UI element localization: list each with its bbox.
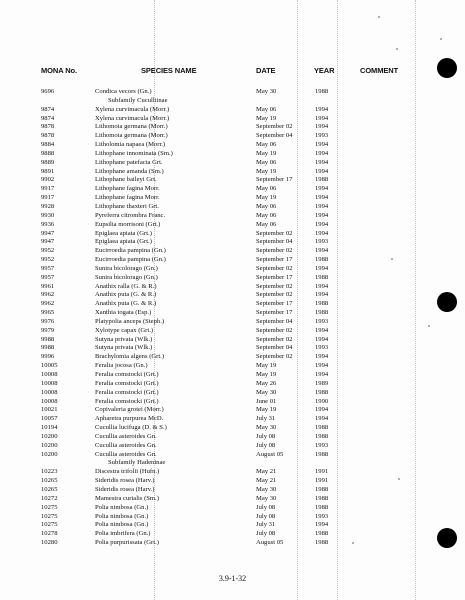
collection-date: August 05 bbox=[256, 539, 284, 547]
collection-date: July 08 bbox=[256, 530, 276, 538]
table-row bbox=[0, 362, 465, 371]
collection-year: 1991 bbox=[315, 477, 329, 485]
collection-date: July 08 bbox=[256, 503, 276, 511]
subfamily-label: Subfamily Cuculliinae bbox=[108, 96, 168, 104]
collection-year: 1994 bbox=[315, 158, 329, 166]
species-name: Lithophane innominata (Sm.) bbox=[95, 149, 173, 157]
collection-year: 1994 bbox=[315, 167, 329, 175]
table-row bbox=[0, 283, 465, 292]
collection-date: June 01 bbox=[256, 397, 277, 405]
collection-date: September 04 bbox=[256, 344, 293, 352]
mona-number: 9962 bbox=[41, 300, 55, 308]
mona-number: 9962 bbox=[41, 291, 55, 299]
collection-date: July 31 bbox=[256, 415, 276, 423]
collection-date: July 31 bbox=[256, 521, 276, 529]
collection-date: August 05 bbox=[256, 450, 284, 458]
table-row bbox=[0, 539, 465, 548]
mona-number: 9936 bbox=[41, 220, 55, 228]
collection-year: 1993 bbox=[315, 441, 329, 449]
mona-number: 9952 bbox=[41, 256, 55, 264]
mona-number: 10265 bbox=[41, 485, 58, 493]
table-row bbox=[0, 291, 465, 300]
species-name: Polia nimbosa (Gn.) bbox=[95, 503, 149, 511]
collection-date: September 02 bbox=[256, 335, 293, 343]
collection-date: May 06 bbox=[256, 141, 277, 149]
table-row bbox=[0, 168, 465, 177]
collection-date: May 26 bbox=[256, 379, 277, 387]
mona-number: 10194 bbox=[41, 424, 58, 432]
species-name: Lithomoia germana (Morr.) bbox=[95, 123, 168, 131]
species-name: Discestra trifolii (Hufn.) bbox=[95, 468, 160, 476]
collection-date: May 21 bbox=[256, 468, 277, 476]
mona-number: 10272 bbox=[41, 494, 58, 502]
table-row bbox=[0, 336, 465, 345]
species-name: Cucullia lucifuga (D. & S.) bbox=[95, 424, 167, 432]
collection-date: May 06 bbox=[256, 211, 277, 219]
species-name: Copivaleria grotei (Morr.) bbox=[95, 406, 164, 414]
collection-date: May 19 bbox=[256, 194, 277, 202]
collection-date: May 30 bbox=[256, 88, 277, 95]
species-name: Lithophane fagina Morr. bbox=[95, 185, 160, 193]
mona-number: 9917 bbox=[41, 185, 55, 193]
species-name: Eucirroedia pampina (Gn.) bbox=[95, 256, 166, 264]
species-name: Polia imbrifera (Gn.) bbox=[95, 530, 151, 538]
species-name: Anathix ralla (G. & R.) bbox=[95, 282, 157, 290]
species-name: Epiglaea apiata (Grt.) bbox=[95, 238, 152, 246]
collection-year: 1988 bbox=[315, 432, 329, 440]
species-name: Epiglaea apiata (Grt.) bbox=[95, 229, 152, 237]
species-name: Sutyna privata (Wlk.) bbox=[95, 335, 153, 343]
table-row bbox=[0, 380, 465, 389]
mona-number: 10278 bbox=[41, 530, 58, 538]
species-name: Anathix puta (G. & R.) bbox=[95, 291, 157, 299]
species-name: Xylena curvimacula (Morr.) bbox=[95, 105, 170, 113]
collection-year: 1994 bbox=[315, 229, 329, 237]
collection-year: 1993 bbox=[315, 238, 329, 246]
species-name: Lithophane baileyi Grt. bbox=[95, 176, 157, 184]
collection-date: September 02 bbox=[256, 291, 293, 299]
mona-number: 10008 bbox=[41, 388, 58, 396]
collection-date: September 17 bbox=[256, 300, 293, 308]
collection-date: May 19 bbox=[256, 114, 277, 122]
species-name: Mamestra curialis (Sm.) bbox=[95, 494, 159, 502]
mona-number: 10021 bbox=[41, 406, 58, 414]
subfamily-heading bbox=[0, 459, 465, 468]
collection-date: September 02 bbox=[256, 282, 293, 290]
collection-date: May 19 bbox=[256, 406, 277, 414]
collection-date: May 19 bbox=[256, 371, 277, 378]
mona-number: 9976 bbox=[41, 317, 55, 325]
mona-number: 9874 bbox=[41, 114, 55, 122]
collection-year: 1994 bbox=[315, 282, 329, 290]
header-year: YEAR bbox=[314, 66, 335, 75]
species-name: Sutyna privata (Wlk.) bbox=[95, 344, 153, 352]
species-name: Anathix puta (G. & R.) bbox=[95, 300, 157, 308]
header-species-name: SPECIES NAME bbox=[141, 66, 197, 75]
species-name: Xylotype capax (Grt.) bbox=[95, 326, 154, 334]
table-row bbox=[0, 265, 465, 274]
species-name: Cucullia asteroides Gn. bbox=[95, 450, 157, 458]
collection-year: 1991 bbox=[315, 468, 329, 476]
table-row bbox=[0, 115, 465, 124]
species-name: Sunira bicolorago (Gn.) bbox=[95, 264, 158, 272]
mona-number: 9957 bbox=[41, 264, 55, 272]
species-name: Cucullia asteroides Gn. bbox=[95, 432, 157, 440]
collection-year: 1988 bbox=[315, 300, 329, 308]
collection-year: 1994 bbox=[315, 415, 329, 423]
mona-number: 9878 bbox=[41, 132, 55, 140]
table-row bbox=[0, 451, 465, 460]
mona-number: 9696 bbox=[41, 88, 55, 95]
collection-date: September 04 bbox=[256, 132, 293, 140]
collection-date: May 19 bbox=[256, 167, 277, 175]
collection-year: 1994 bbox=[315, 211, 329, 219]
table-row bbox=[0, 327, 465, 336]
collection-date: May 30 bbox=[256, 485, 277, 493]
table-row bbox=[0, 353, 465, 362]
collection-year: 1994 bbox=[315, 114, 329, 122]
collection-date: September 04 bbox=[256, 238, 293, 246]
table-row bbox=[0, 398, 465, 407]
mona-number: 10275 bbox=[41, 512, 58, 520]
table-row bbox=[0, 495, 465, 504]
species-name: Feralia comstocki (Grt.) bbox=[95, 371, 159, 378]
collection-date: September 17 bbox=[256, 176, 293, 184]
table-row bbox=[0, 513, 465, 522]
mona-number: 10200 bbox=[41, 432, 58, 440]
mona-number: 10200 bbox=[41, 441, 58, 449]
mona-number: 9889 bbox=[41, 158, 55, 166]
collection-date: May 06 bbox=[256, 105, 277, 113]
collection-year: 1988 bbox=[315, 256, 329, 264]
table-row bbox=[0, 194, 465, 203]
collection-date: September 02 bbox=[256, 123, 293, 131]
species-name: Eucirroedia pampina (Gn.) bbox=[95, 247, 166, 255]
species-name: Feralia jocosa (Gn.) bbox=[95, 362, 148, 370]
collection-year: 1994 bbox=[315, 220, 329, 228]
collection-year: 1988 bbox=[315, 88, 329, 95]
collection-date: September 17 bbox=[256, 273, 293, 281]
mona-number: 9917 bbox=[41, 194, 55, 202]
species-name: Lithophane patefacta Grt. bbox=[95, 158, 163, 166]
collection-year: 1993 bbox=[315, 344, 329, 352]
table-row bbox=[0, 424, 465, 433]
table-row bbox=[0, 106, 465, 115]
mona-number: 10275 bbox=[41, 503, 58, 511]
collection-date: May 21 bbox=[256, 477, 277, 485]
collection-year: 1988 bbox=[315, 273, 329, 281]
table-row bbox=[0, 486, 465, 495]
table-row bbox=[0, 238, 465, 247]
collection-year: 1994 bbox=[315, 194, 329, 202]
header-mona-no: MONA No. bbox=[41, 66, 78, 75]
species-name: Litholomia napaea (Morr.) bbox=[95, 141, 166, 149]
collection-date: July 08 bbox=[256, 441, 276, 449]
mona-number: 9884 bbox=[41, 141, 55, 149]
mona-number: 10008 bbox=[41, 371, 58, 378]
mona-number: 10265 bbox=[41, 477, 58, 485]
table-row bbox=[0, 521, 465, 530]
mona-number: 10280 bbox=[41, 539, 58, 547]
mona-number: 9988 bbox=[41, 344, 55, 352]
collection-year: 1994 bbox=[315, 353, 329, 361]
mona-number: 10057 bbox=[41, 415, 58, 423]
table-row bbox=[0, 203, 465, 212]
collection-year: 1988 bbox=[315, 450, 329, 458]
mona-number: 9961 bbox=[41, 282, 55, 290]
mona-number: 9952 bbox=[41, 247, 55, 255]
scan-speck bbox=[378, 16, 380, 18]
collection-date: May 30 bbox=[256, 424, 277, 432]
mona-number: 9965 bbox=[41, 309, 55, 317]
collection-year: 1994 bbox=[315, 264, 329, 272]
table-row bbox=[0, 309, 465, 318]
collection-year: 1993 bbox=[315, 132, 329, 140]
collection-year: 1993 bbox=[315, 512, 329, 520]
species-name: Sunira bicolorago (Gn.) bbox=[95, 273, 158, 281]
collection-date: May 19 bbox=[256, 362, 277, 370]
collection-date: September 02 bbox=[256, 326, 293, 334]
collection-date: May 19 bbox=[256, 149, 277, 157]
collection-year: 1988 bbox=[315, 503, 329, 511]
collection-date: May 06 bbox=[256, 185, 277, 193]
table-row bbox=[0, 159, 465, 168]
species-table bbox=[0, 88, 465, 548]
page-number: 3.9-1-32 bbox=[218, 574, 247, 583]
collection-date: July 08 bbox=[256, 432, 276, 440]
scan-speck bbox=[440, 38, 442, 40]
table-row bbox=[0, 389, 465, 398]
collection-year: 1988 bbox=[315, 485, 329, 493]
mona-number: 10200 bbox=[41, 450, 58, 458]
collection-year: 1988 bbox=[315, 388, 329, 396]
collection-year: 1990 bbox=[315, 397, 329, 405]
species-name: Pyreferra citrombra Franc. bbox=[95, 211, 166, 219]
table-row bbox=[0, 247, 465, 256]
table-row bbox=[0, 150, 465, 159]
mona-number: 9996 bbox=[41, 353, 55, 361]
collection-date: September 17 bbox=[256, 309, 293, 317]
collection-year: 1988 bbox=[315, 530, 329, 538]
table-row bbox=[0, 212, 465, 221]
collection-year: 1989 bbox=[315, 379, 329, 387]
species-name: Apharetra purpurea McD. bbox=[95, 415, 164, 423]
mona-number: 9928 bbox=[41, 202, 55, 210]
species-name: Sideridis rosea (Harv.) bbox=[95, 477, 155, 485]
species-name: Feralia comstocki (Grt.) bbox=[95, 397, 159, 405]
species-name: Lithomoia germana (Morr.) bbox=[95, 132, 168, 140]
table-header bbox=[0, 66, 465, 78]
table-row bbox=[0, 274, 465, 283]
species-name: Lithophane fagina Morr. bbox=[95, 194, 160, 202]
collection-year: 1994 bbox=[315, 371, 329, 378]
collection-date: September 04 bbox=[256, 317, 293, 325]
mona-number: 10223 bbox=[41, 468, 58, 476]
table-row bbox=[0, 132, 465, 141]
table-row bbox=[0, 530, 465, 539]
collection-date: May 06 bbox=[256, 220, 277, 228]
species-name: Lithophane amanda (Sm.) bbox=[95, 167, 164, 175]
mona-number: 10005 bbox=[41, 362, 58, 370]
table-row bbox=[0, 433, 465, 442]
mona-number: 9878 bbox=[41, 123, 55, 131]
collection-date: September 02 bbox=[256, 229, 293, 237]
collection-year: 1994 bbox=[315, 149, 329, 157]
collection-year: 1994 bbox=[315, 185, 329, 193]
mona-number: 10275 bbox=[41, 521, 58, 529]
table-row bbox=[0, 123, 465, 132]
collection-date: July 08 bbox=[256, 512, 276, 520]
species-name: Xylena curvimacula (Morr.) bbox=[95, 114, 170, 122]
table-row bbox=[0, 415, 465, 424]
scan-speck bbox=[396, 48, 398, 50]
collection-date: September 02 bbox=[256, 353, 293, 361]
collection-year: 1994 bbox=[315, 105, 329, 113]
table-row bbox=[0, 176, 465, 185]
table-row bbox=[0, 88, 465, 97]
mona-number: 9874 bbox=[41, 105, 55, 113]
species-name: Xanthia togata (Esp.) bbox=[95, 309, 152, 317]
table-row bbox=[0, 256, 465, 265]
species-name: Lithophane thaxteri Grt. bbox=[95, 202, 159, 210]
species-name: Cucullia asteroides Gn. bbox=[95, 441, 157, 449]
mona-number: 9891 bbox=[41, 167, 55, 175]
collection-year: 1994 bbox=[315, 291, 329, 299]
collection-year: 1994 bbox=[315, 521, 329, 529]
species-name: Eupsilia morrisoni (Grt.) bbox=[95, 220, 161, 228]
collection-year: 1988 bbox=[315, 309, 329, 317]
collection-year: 1988 bbox=[315, 494, 329, 502]
collection-year: 1994 bbox=[315, 247, 329, 255]
species-name: Platypolia anceps (Steph.) bbox=[95, 317, 165, 325]
table-row bbox=[0, 185, 465, 194]
table-row bbox=[0, 442, 465, 451]
species-name: Brachylomia algens (Grt.) bbox=[95, 353, 165, 361]
collection-year: 1988 bbox=[315, 539, 329, 547]
mona-number: 9947 bbox=[41, 229, 55, 237]
table-row bbox=[0, 230, 465, 239]
collection-year: 1994 bbox=[315, 362, 329, 370]
species-name: Feralia comstocki (Grt.) bbox=[95, 388, 159, 396]
species-name: Polia nimbosa (Gn.) bbox=[95, 512, 149, 520]
mona-number: 9988 bbox=[41, 335, 55, 343]
table-row bbox=[0, 344, 465, 353]
table-row bbox=[0, 221, 465, 230]
collection-year: 1994 bbox=[315, 406, 329, 414]
header-date: DATE bbox=[256, 66, 276, 75]
collection-date: May 06 bbox=[256, 202, 277, 210]
subfamily-label: Subfamily Hadeninae bbox=[108, 459, 166, 467]
collection-date: September 02 bbox=[256, 247, 293, 255]
mona-number: 9902 bbox=[41, 176, 55, 184]
species-name: Sideridis rosea (Harv.) bbox=[95, 485, 155, 493]
collection-year: 1994 bbox=[315, 335, 329, 343]
collection-date: May 30 bbox=[256, 388, 277, 396]
table-row bbox=[0, 318, 465, 327]
mona-number: 10008 bbox=[41, 397, 58, 405]
mona-number: 10008 bbox=[41, 379, 58, 387]
species-name: Condica vecors (Gn.) bbox=[95, 88, 152, 95]
subfamily-heading bbox=[0, 97, 465, 106]
table-row bbox=[0, 371, 465, 380]
table-row bbox=[0, 477, 465, 486]
mona-number: 9947 bbox=[41, 238, 55, 246]
species-name: Polia purpurissata (Grt.) bbox=[95, 539, 159, 547]
collection-year: 1988 bbox=[315, 176, 329, 184]
mona-number: 9979 bbox=[41, 326, 55, 334]
collection-date: September 17 bbox=[256, 256, 293, 264]
collection-year: 1994 bbox=[315, 326, 329, 334]
collection-year: 1994 bbox=[315, 123, 329, 131]
header-comment: COMMENT bbox=[360, 66, 399, 75]
table-row bbox=[0, 300, 465, 309]
species-name: Polia nimbosa (Gn.) bbox=[95, 521, 149, 529]
mona-number: 9888 bbox=[41, 149, 55, 157]
mona-number: 9930 bbox=[41, 211, 55, 219]
collection-date: May 06 bbox=[256, 158, 277, 166]
collection-year: 1993 bbox=[315, 317, 329, 325]
mona-number: 9957 bbox=[41, 273, 55, 281]
collection-year: 1994 bbox=[315, 202, 329, 210]
table-row bbox=[0, 141, 465, 150]
table-row bbox=[0, 468, 465, 477]
collection-date: May 30 bbox=[256, 494, 277, 502]
collection-date: September 02 bbox=[256, 264, 293, 272]
table-row bbox=[0, 504, 465, 513]
collection-year: 1988 bbox=[315, 424, 329, 432]
table-row bbox=[0, 406, 465, 415]
species-name: Feralia comstocki (Grt.) bbox=[95, 379, 159, 387]
collection-year: 1994 bbox=[315, 141, 329, 149]
